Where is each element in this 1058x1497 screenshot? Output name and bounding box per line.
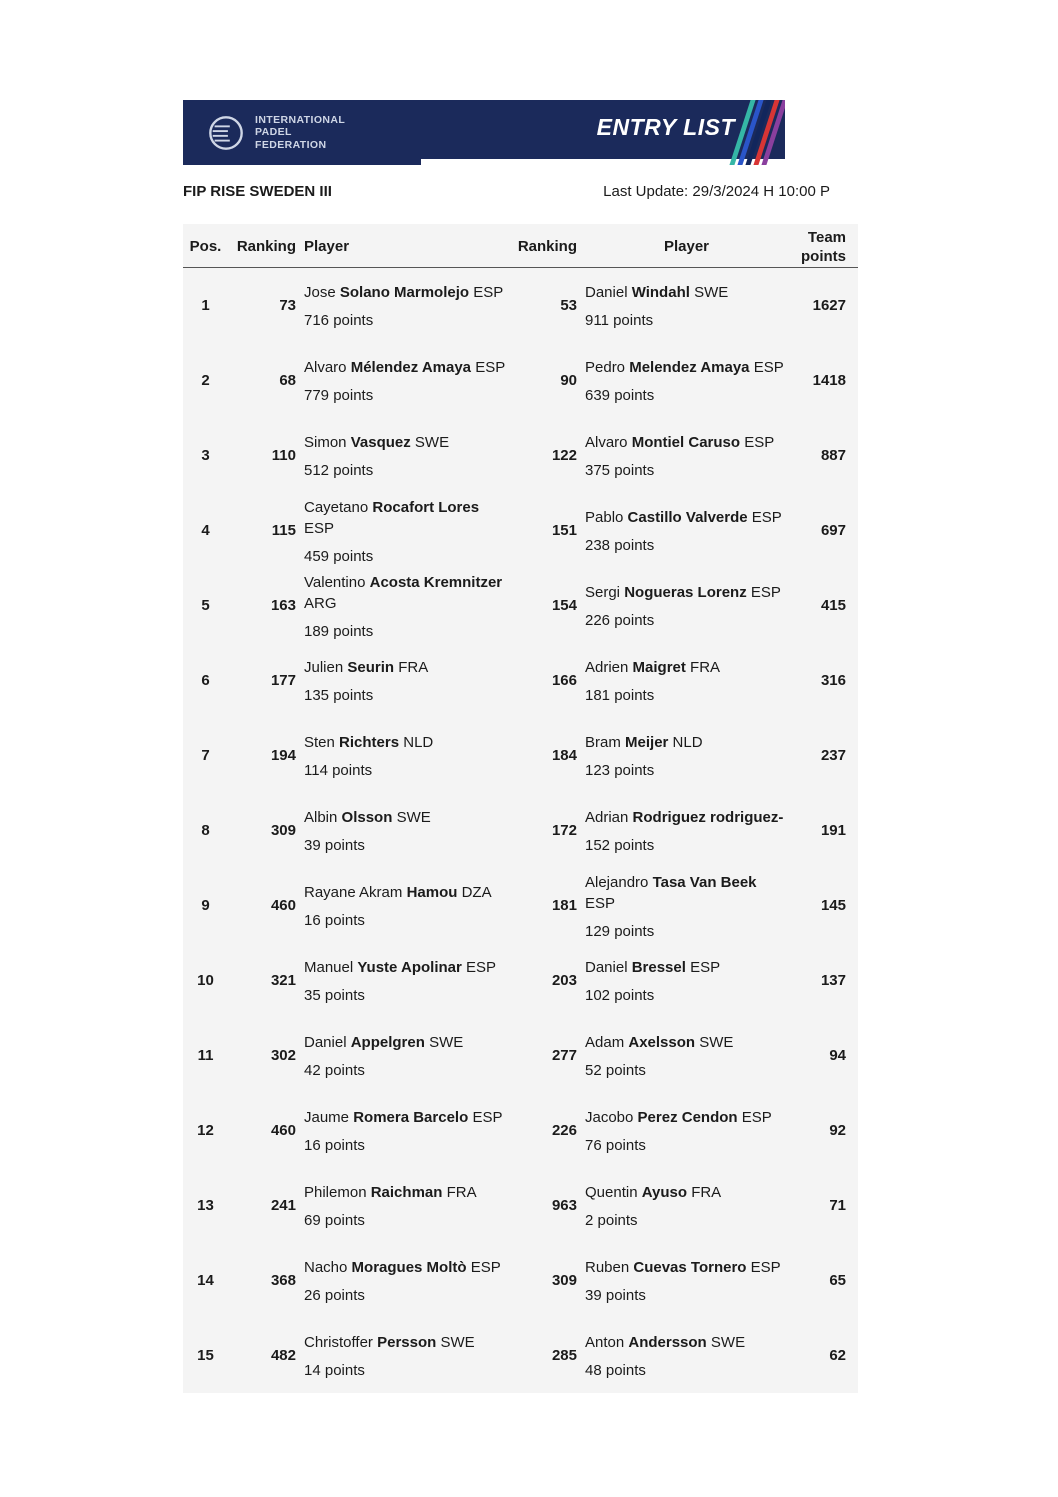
- ranking-player-1: 460: [270, 897, 296, 914]
- header-pos: Pos.: [189, 238, 222, 255]
- player-1-country: ESP: [304, 519, 335, 537]
- player-2-points: 102 points: [585, 987, 655, 1004]
- padel-ball-icon: [207, 114, 245, 152]
- player-1-country: SWE: [414, 434, 450, 451]
- player-2-first: Anton: [585, 1334, 625, 1351]
- player-2-name: [585, 807, 788, 828]
- ranking-player-1: 194: [270, 747, 296, 764]
- player-2-name: [585, 1332, 788, 1353]
- document-page: [183, 100, 858, 1393]
- ipf-logo-text: [255, 114, 345, 152]
- table-row: [183, 493, 858, 568]
- ranking-player-2: 203: [551, 972, 577, 989]
- ipf-logo: [207, 100, 345, 165]
- player-2-first: Daniel: [585, 959, 628, 976]
- player-2-name: [585, 1107, 788, 1128]
- player-1-points: 779 points: [304, 387, 374, 404]
- player-1-points: 16 points: [304, 1137, 365, 1154]
- ranking-player-2: 122: [551, 447, 577, 464]
- player-1-name: [304, 432, 509, 453]
- ranking-player-2: 53: [560, 297, 577, 314]
- position-number: 4: [201, 522, 210, 539]
- player-1-last: Solano Marmolejo: [339, 284, 470, 301]
- player-2-name: [585, 1257, 788, 1278]
- player-2-first: Bram: [585, 734, 621, 751]
- player-1-country: FRA: [398, 659, 429, 676]
- player-2-cell: [585, 432, 788, 479]
- ranking-player-2: 285: [551, 1347, 577, 1364]
- ranking-player-1: 73: [279, 297, 296, 314]
- player-1-cell: [304, 957, 509, 1004]
- player-1-cell: [304, 1032, 509, 1079]
- table-row: [183, 643, 858, 718]
- player-1-name: [304, 282, 509, 303]
- table-row: [183, 268, 858, 343]
- player-1-name: [304, 957, 509, 978]
- player-1-first: Daniel: [304, 1034, 347, 1051]
- player-1-points: 459 points: [304, 547, 374, 565]
- player-1-name: [304, 732, 509, 753]
- team-points: 697: [820, 522, 846, 539]
- player-1-last: Rocafort Lores: [372, 498, 480, 516]
- player-2-last: Nogueras Lorenz: [624, 584, 747, 601]
- player-1-name: [304, 357, 509, 378]
- header-player-2: Player: [663, 238, 710, 255]
- player-1-points: 39 points: [304, 837, 365, 854]
- player-2-last: Maigret: [632, 659, 686, 676]
- ranking-player-1: 115: [271, 522, 296, 539]
- team-points: 62: [829, 1347, 846, 1364]
- player-2-cell: [585, 732, 788, 779]
- player-1-cell: [304, 807, 509, 854]
- position-number: 7: [201, 747, 210, 764]
- player-2-points: 226 points: [585, 612, 655, 629]
- logo-line-2: PADEL: [255, 126, 292, 139]
- player-2-name: [585, 1182, 788, 1203]
- player-2-cell: [585, 507, 788, 554]
- player-2-last: Andersson: [628, 1334, 707, 1351]
- position-number: 2: [201, 372, 210, 389]
- player-1-last: Richters: [339, 734, 400, 751]
- team-points: 92: [829, 1122, 846, 1139]
- player-1-points: 69 points: [304, 1212, 365, 1229]
- ranking-player-2: 90: [560, 372, 577, 389]
- player-2-points: 238 points: [585, 537, 655, 554]
- ranking-player-2: 166: [551, 672, 577, 689]
- ranking-player-1: 177: [270, 672, 296, 689]
- table-row: [183, 418, 858, 493]
- player-2-last: Ayuso: [641, 1184, 688, 1201]
- player-1-first: Cayetano: [304, 498, 369, 516]
- player-1-cell: [304, 282, 509, 329]
- position-number: 13: [197, 1197, 214, 1214]
- player-2-cell: [585, 1032, 788, 1079]
- player-1-cell: [304, 732, 509, 779]
- player-2-cell: [585, 357, 788, 404]
- ranking-player-2: 181: [551, 897, 577, 914]
- team-points: 316: [820, 672, 846, 689]
- ranking-player-1: 321: [270, 972, 296, 989]
- tournament-title: FIP RISE SWEDEN III: [183, 183, 332, 200]
- player-1-country: DZA: [461, 884, 492, 901]
- player-2-points: 375 points: [585, 462, 655, 479]
- player-2-name: [585, 872, 788, 914]
- player-2-cell: [585, 1107, 788, 1154]
- player-2-cell: [585, 582, 788, 629]
- player-2-name: [585, 957, 788, 978]
- player-2-name: [585, 732, 788, 753]
- player-1-country: NLD: [403, 734, 434, 751]
- player-1-name: [304, 1182, 509, 1203]
- position-number: 6: [201, 672, 210, 689]
- player-2-country: SWE: [710, 1334, 746, 1351]
- player-2-last: Castillo Valverde: [627, 509, 748, 526]
- player-2-name: [585, 1032, 788, 1053]
- player-1-cell: [304, 497, 509, 565]
- table-row: [183, 793, 858, 868]
- header-player-1: Player: [304, 238, 350, 255]
- player-1-name: [304, 882, 509, 903]
- ranking-player-1: 68: [279, 372, 296, 389]
- player-1-country: ESP: [470, 1259, 501, 1276]
- table-row: [183, 1093, 858, 1168]
- header-team-points: Team points: [801, 228, 846, 265]
- player-2-points: 639 points: [585, 387, 655, 404]
- player-2-country: ESP: [751, 509, 782, 526]
- team-points: 71: [829, 1197, 846, 1214]
- player-1-first: Nacho: [304, 1259, 348, 1276]
- player-2-first: Adam: [585, 1034, 625, 1051]
- player-1-points: 26 points: [304, 1287, 365, 1304]
- team-points: 1627: [812, 297, 846, 314]
- player-1-last: Mélendez Amaya: [350, 359, 472, 376]
- player-1-first: Valentino: [304, 573, 366, 591]
- player-1-last: Moragues Moltò: [351, 1259, 467, 1276]
- team-points: 137: [820, 972, 846, 989]
- team-points: 191: [820, 822, 846, 839]
- position-number: 10: [197, 972, 214, 989]
- ranking-player-2: 309: [551, 1272, 577, 1289]
- player-1-first: Simon: [304, 434, 347, 451]
- player-1-country: SWE: [396, 809, 431, 826]
- ranking-player-1: 163: [270, 597, 296, 614]
- table-row: [183, 1318, 858, 1393]
- player-1-last: Acosta Kremnitzer: [369, 573, 503, 591]
- logo-line-1: INTERNATIONAL: [255, 113, 346, 126]
- team-points: 1418: [812, 372, 846, 389]
- player-2-points: 2 points: [585, 1212, 638, 1229]
- player-2-first: Ruben: [585, 1259, 630, 1276]
- ranking-player-2: 226: [551, 1122, 577, 1139]
- player-1-country: ARG: [304, 594, 337, 612]
- ranking-player-1: 110: [271, 447, 296, 464]
- player-2-first: Adrian: [585, 809, 629, 826]
- player-2-cell: [585, 957, 788, 1004]
- player-2-last: Montiel Caruso: [631, 434, 741, 451]
- player-1-cell: [304, 882, 509, 929]
- ranking-player-2: 172: [551, 822, 577, 839]
- player-2-cell: [585, 282, 788, 329]
- ranking-player-1: 368: [270, 1272, 296, 1289]
- team-points: 237: [820, 747, 846, 764]
- ranking-player-1: 482: [270, 1347, 296, 1364]
- position-number: 9: [201, 897, 210, 914]
- player-2-cell: [585, 807, 788, 854]
- position-number: 8: [201, 822, 210, 839]
- ranking-player-1: 241: [270, 1197, 296, 1214]
- player-1-cell: [304, 1332, 509, 1379]
- table-row: [183, 343, 858, 418]
- player-2-first: Adrien: [585, 659, 629, 676]
- player-2-country: SWE: [699, 1034, 734, 1051]
- player-2-first: Pedro: [585, 359, 626, 376]
- position-number: 14: [197, 1272, 214, 1289]
- player-2-country: FRA: [691, 1184, 722, 1201]
- player-2-points: 48 points: [585, 1362, 646, 1379]
- player-1-points: 716 points: [304, 312, 374, 329]
- ranking-player-2: 963: [551, 1197, 577, 1214]
- ranking-player-2: 184: [551, 747, 577, 764]
- player-2-country: ESP: [585, 894, 616, 912]
- player-1-cell: [304, 657, 509, 704]
- player-2-country: FRA: [690, 659, 721, 676]
- player-2-last: Perez Cendon: [637, 1109, 738, 1126]
- player-1-first: Jose: [304, 284, 336, 301]
- player-2-cell: [585, 657, 788, 704]
- position-number: 1: [201, 297, 210, 314]
- position-number: 15: [197, 1347, 214, 1364]
- ranking-player-2: 154: [551, 597, 577, 614]
- table-row: [183, 1018, 858, 1093]
- player-1-last: Vasquez: [350, 434, 411, 451]
- player-2-last: Cuevas Tornero: [633, 1259, 747, 1276]
- player-2-first: Alejandro: [585, 873, 649, 891]
- player-2-name: [585, 282, 788, 303]
- player-1-last: Raichman: [370, 1184, 443, 1201]
- player-2-cell: [585, 1332, 788, 1379]
- player-2-cell: [585, 1257, 788, 1304]
- player-2-country: ESP: [690, 959, 721, 976]
- player-2-points: 152 points: [585, 837, 655, 854]
- logo-line-3: FEDERATION: [255, 138, 327, 151]
- player-2-last: Meijer: [625, 734, 669, 751]
- header-ranking-1: Ranking: [236, 238, 296, 255]
- player-1-name: [304, 1107, 509, 1128]
- player-2-country: NLD: [672, 734, 703, 751]
- player-2-points: 123 points: [585, 762, 655, 779]
- player-2-country: ESP: [753, 359, 784, 376]
- player-1-country: ESP: [472, 1109, 503, 1126]
- player-1-first: Alvaro: [304, 359, 347, 376]
- player-1-first: Albin: [304, 809, 338, 826]
- player-1-name: [304, 572, 509, 614]
- team-points: 887: [820, 447, 846, 464]
- player-2-points: 76 points: [585, 1137, 646, 1154]
- table-row: [183, 718, 858, 793]
- player-1-cell: [304, 1107, 509, 1154]
- player-1-points: 189 points: [304, 622, 374, 640]
- player-2-first: Pablo: [585, 509, 624, 526]
- player-1-cell: [304, 357, 509, 404]
- player-1-name: [304, 657, 509, 678]
- player-1-last: Olsson: [341, 809, 393, 826]
- player-1-points: 42 points: [304, 1062, 365, 1079]
- player-1-name: [304, 1332, 509, 1353]
- player-1-points: 135 points: [304, 687, 374, 704]
- player-1-points: 114 points: [304, 762, 373, 779]
- player-2-last: Rodriguez rodriguez-: [632, 809, 784, 826]
- player-1-cell: [304, 1182, 509, 1229]
- player-2-name: [585, 582, 788, 603]
- player-1-cell: [304, 1257, 509, 1304]
- position-number: 12: [197, 1122, 214, 1139]
- player-1-name: [304, 807, 509, 828]
- player-2-country: SWE: [694, 284, 729, 301]
- player-1-points: 16 points: [304, 912, 365, 929]
- decorative-stripes-icon: [727, 100, 785, 165]
- entry-table-body: [183, 268, 858, 1393]
- player-1-last: Romera Barcelo: [353, 1109, 469, 1126]
- ranking-player-1: 309: [270, 822, 296, 839]
- player-1-name: [304, 1032, 509, 1053]
- player-2-cell: [585, 872, 788, 940]
- player-1-name: [304, 497, 509, 539]
- player-2-last: Bressel: [631, 959, 686, 976]
- position-number: 5: [201, 597, 210, 614]
- player-1-first: Manuel: [304, 959, 354, 976]
- player-2-name: [585, 657, 788, 678]
- player-2-points: 39 points: [585, 1287, 646, 1304]
- table-row: [183, 568, 858, 643]
- player-1-country: ESP: [473, 284, 504, 301]
- player-2-country: ESP: [744, 434, 775, 451]
- header-banner: [183, 100, 785, 165]
- last-update-text: Last Update: 29/3/2024 H 10:00 P: [603, 183, 830, 200]
- player-1-last: Appelgren: [350, 1034, 425, 1051]
- player-1-name: [304, 1257, 509, 1278]
- ranking-player-1: 460: [270, 1122, 296, 1139]
- player-1-cell: [304, 572, 509, 640]
- player-1-first: Philemon: [304, 1184, 367, 1201]
- player-2-last: Windahl: [631, 284, 690, 301]
- player-2-first: Daniel: [585, 284, 628, 301]
- player-1-country: ESP: [466, 959, 497, 976]
- player-1-first: Jaume: [304, 1109, 350, 1126]
- player-2-country: ESP: [741, 1109, 772, 1126]
- player-2-first: Jacobo: [585, 1109, 634, 1126]
- player-2-last: Tasa Van Beek: [652, 873, 757, 891]
- player-2-country: ESP: [750, 584, 781, 601]
- table-row: [183, 1168, 858, 1243]
- player-2-points: 129 points: [585, 922, 655, 940]
- player-2-points: 181 points: [585, 687, 655, 704]
- player-2-first: Alvaro: [585, 434, 628, 451]
- player-1-last: Persson: [377, 1334, 437, 1351]
- player-1-first: Rayane Akram: [304, 884, 403, 901]
- header-ranking-2: Ranking: [517, 238, 577, 255]
- player-1-first: Julien: [304, 659, 344, 676]
- table-row: [183, 1243, 858, 1318]
- team-points: 94: [829, 1047, 846, 1064]
- title-row: [183, 183, 858, 200]
- position-number: 3: [201, 447, 210, 464]
- player-2-name: [585, 357, 788, 378]
- team-points: 65: [829, 1272, 846, 1289]
- player-2-name: [585, 432, 788, 453]
- table-row: [183, 868, 858, 943]
- ranking-player-2: 277: [551, 1047, 577, 1064]
- team-points: 415: [820, 597, 846, 614]
- player-1-points: 35 points: [304, 987, 365, 1004]
- player-2-name: [585, 507, 788, 528]
- player-1-points: 512 points: [304, 462, 374, 479]
- player-1-country: FRA: [446, 1184, 477, 1201]
- position-number: 11: [197, 1047, 214, 1064]
- team-points: 145: [820, 897, 846, 914]
- player-1-last: Seurin: [347, 659, 395, 676]
- table-row: [183, 943, 858, 1018]
- player-1-first: Christoffer: [304, 1334, 373, 1351]
- player-1-first: Sten: [304, 734, 335, 751]
- player-2-first: Sergi: [585, 584, 621, 601]
- player-1-last: Yuste Apolinar: [357, 959, 462, 976]
- player-2-last: Melendez Amaya: [629, 359, 750, 376]
- player-1-points: 14 points: [304, 1362, 365, 1379]
- player-1-country: ESP: [475, 359, 506, 376]
- player-2-cell: [585, 1182, 788, 1229]
- player-2-last: Axelsson: [628, 1034, 696, 1051]
- player-1-cell: [304, 432, 509, 479]
- ranking-player-1: 302: [270, 1047, 296, 1064]
- table-header-row: [183, 226, 858, 268]
- player-2-country: ESP: [750, 1259, 781, 1276]
- player-1-country: SWE: [429, 1034, 464, 1051]
- player-2-points: 911 points: [585, 312, 654, 329]
- entry-list-title: ENTRY LIST: [596, 114, 735, 140]
- player-2-first: Quentin: [585, 1184, 638, 1201]
- player-1-last: Hamou: [406, 884, 458, 901]
- entry-table: [183, 224, 858, 1393]
- player-2-points: 52 points: [585, 1062, 646, 1079]
- player-1-country: SWE: [440, 1334, 475, 1351]
- ranking-player-2: 151: [551, 522, 577, 539]
